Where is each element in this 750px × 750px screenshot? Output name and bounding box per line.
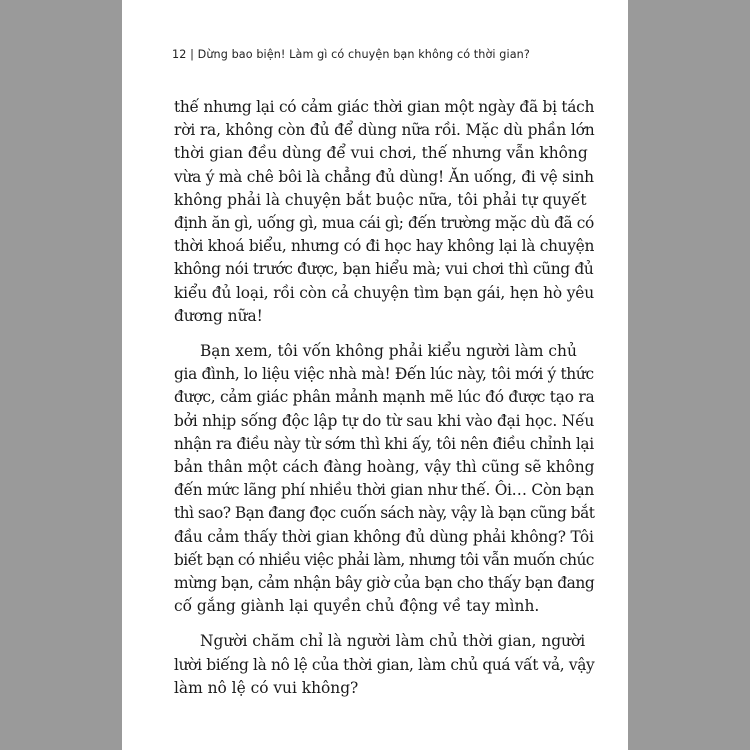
text-line: bản thân một cách đàng hoàng, vậy thì cũng sẽ không — [174, 458, 595, 477]
book-page — [122, 0, 628, 750]
text-line: gia đình, lo liệu việc nhà mà! Đến lúc này, tôi mới ý thức — [174, 365, 594, 384]
text-line: thì sao? Bạn đang đọc cuốn sách này, vậy là bạn cũng bắt — [174, 504, 595, 523]
text-line: Bạn xem, tôi vốn không phải kiểu người làm chủ — [200, 342, 577, 361]
text-line: thời khoá biểu, nhưng có đi học hay không lại là chuyện — [174, 237, 595, 256]
text-line: thế nhưng lại có cảm giác thời gian một ngày đã bị tách — [174, 98, 595, 116]
text-line: được, cảm giác phân mảnh mạnh mẽ lúc đó được tạo ra — [174, 388, 595, 407]
text-line: rời ra, không còn đủ để dùng nữa rồi. Mặc dù phần lớn — [174, 121, 595, 140]
running-header: 12 | Dừng bao biện! Làm gì có chuyện bạn không có thời gian? — [172, 48, 530, 61]
text-line: mừng bạn, cảm nhận bây giờ của bạn cho thấy bạn đang — [174, 574, 595, 593]
paragraph-3 — [174, 630, 594, 700]
text-line: vừa ý mà chê bôi là chẳng đủ dùng! Ăn uống, đi vệ sinh — [174, 167, 594, 186]
text-line: không phải là chuyện bắt buộc nữa, tôi phải tự quyết — [174, 190, 587, 209]
paragraph-1 — [174, 96, 594, 328]
text-line: cố gắng giành lại quyền chủ động về tay mình. — [174, 597, 540, 616]
text-line: nhận ra điều này từ sớm thì khi ấy, tôi nên điều chỉnh lại — [174, 434, 594, 453]
text-line: thời gian đều dùng để vui chơi, thế nhưng vẫn không — [174, 144, 588, 163]
text-line: đến mức lãng phí nhiều thời gian như thế. Ôi… Còn bạn — [174, 481, 595, 500]
paragraph-2 — [174, 340, 594, 618]
text-line: bởi nhịp sống độc lập tự do từ sau khi vào đại học. Nếu — [174, 411, 595, 430]
text-line: định ăn gì, uống gì, mua cái gì; đến trường mặc dù đã có — [174, 214, 594, 233]
text-line: đầu cảm thấy thời gian không đủ dùng phải không? Tôi — [174, 527, 594, 546]
text-line: kiểu đủ loại, rồi còn cả chuyện tìm bạn gái, hẹn hò yêu — [174, 283, 595, 302]
text-line: lười biếng là nô lệ của thời gian, làm chủ quá vất vả, vậy — [174, 655, 595, 674]
text-line: làm nô lệ có vui không? — [174, 678, 359, 697]
text-line: không nói trước được, bạn hiểu mà; vui chơi thì cũng đủ — [174, 260, 594, 279]
text-line: đương nữa! — [174, 306, 263, 325]
text-line: Người chăm chỉ là người làm chủ thời gian, người — [200, 632, 586, 651]
body-text — [174, 96, 594, 700]
text-line: biết bạn có nhiều việc phải làm, nhưng tôi vẫn muốn chúc — [174, 550, 594, 569]
